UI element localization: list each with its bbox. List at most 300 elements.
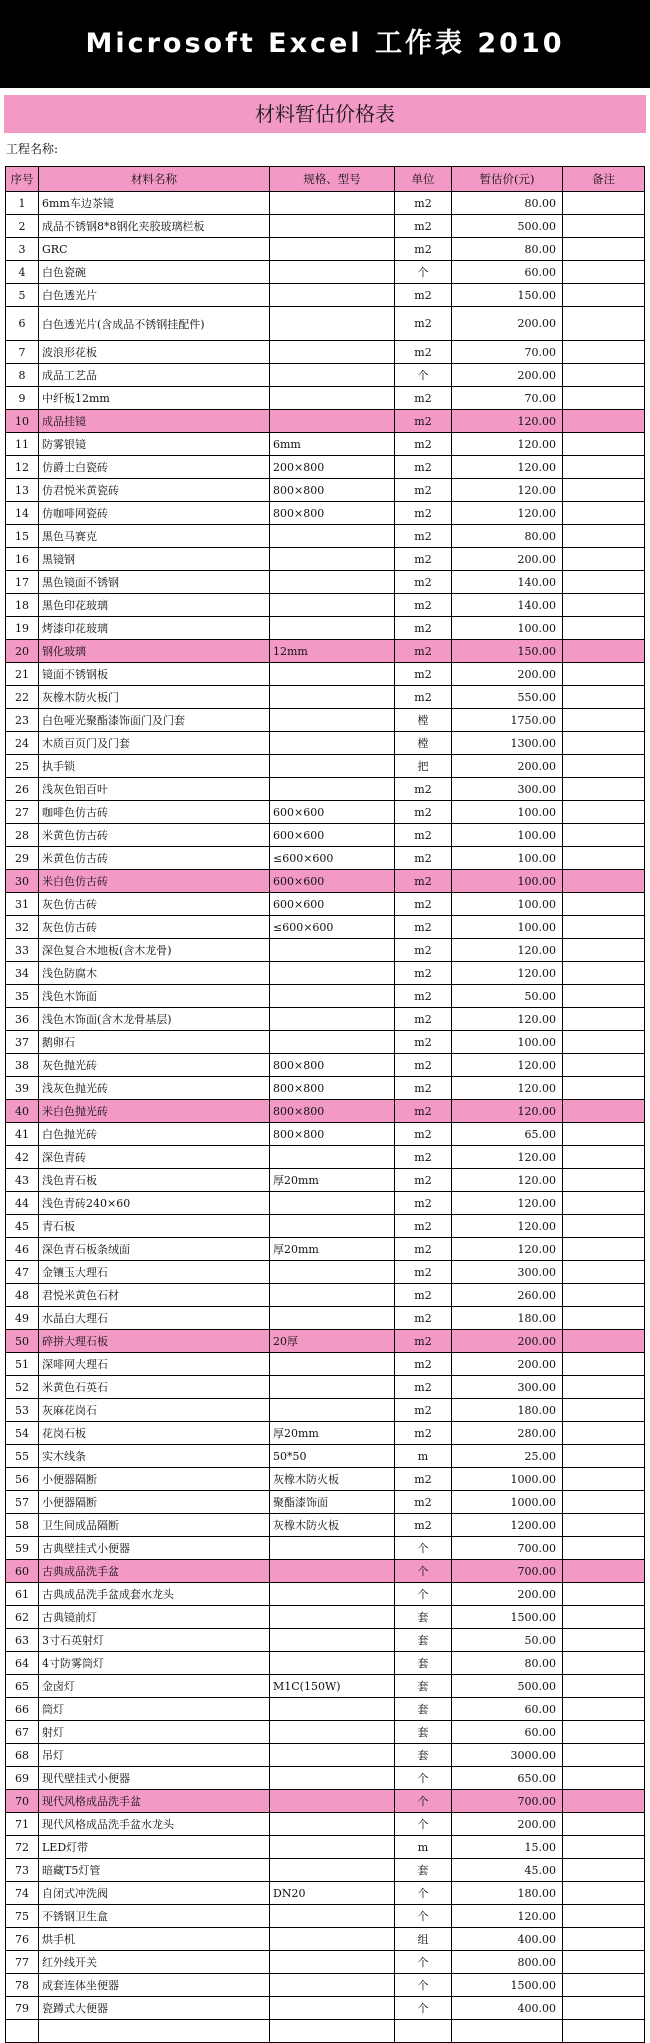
cell-price: 180.00 [452,1882,563,1905]
col-header-no: 序号 [6,167,39,192]
cell-no: 53 [6,1399,39,1422]
table-row[interactable] [6,364,645,387]
cell-name: 浅色青砖240×60 [39,1192,270,1215]
table-row-empty [6,2020,645,2043]
cell-name: 米黄色石英石 [39,1376,270,1399]
table-row[interactable] [6,1974,645,1997]
cell-unit: m2 [395,1031,452,1054]
table-row[interactable] [6,1468,645,1491]
cell-unit: m2 [395,1169,452,1192]
table-row[interactable] [6,1169,645,1192]
cell-unit: 套 [395,1606,452,1629]
table-row[interactable] [6,962,645,985]
cell-unit: m2 [395,1284,452,1307]
banner-title: Microsoft Excel 工作表 2010 [0,0,650,88]
cell-spec [270,284,395,307]
table-row[interactable] [6,801,645,824]
cell-spec [270,1997,395,2020]
table-row[interactable] [6,1445,645,1468]
cell-remark [563,1031,645,1054]
cell-no: 62 [6,1606,39,1629]
cell-unit: 把 [395,755,452,778]
cell-name: 古典壁挂式小便器 [39,1537,270,1560]
cell-remark [563,1583,645,1606]
cell-spec [270,364,395,387]
table-row[interactable] [6,1859,645,1882]
cell-remark [563,1721,645,1744]
cell-remark [563,1767,645,1790]
cell-remark [563,985,645,1008]
table-row[interactable] [6,1491,645,1514]
cell-spec [270,663,395,686]
cell-name: 卫生间成品隔断 [39,1514,270,1537]
cell-unit: m2 [395,1353,452,1376]
table-row[interactable] [6,1284,645,1307]
cell-name: 深色青石板条绒面 [39,1238,270,1261]
table-row[interactable] [6,1077,645,1100]
cell-spec: 厚20mm [270,1422,395,1445]
cell-no: 44 [6,1192,39,1215]
table-row[interactable] [6,1123,645,1146]
cell-spec: 600×600 [270,801,395,824]
table-row[interactable] [6,1537,645,1560]
table-row[interactable] [6,1790,645,1813]
cell-spec [270,1537,395,1560]
table-row[interactable] [6,1698,645,1721]
cell-remark [563,261,645,284]
cell-name: 射灯 [39,1721,270,1744]
col-header-price: 暂估价(元) [452,167,563,192]
cell-remark [563,525,645,548]
cell-no: 72 [6,1836,39,1859]
cell-no: 67 [6,1721,39,1744]
cell-unit: m2 [395,778,452,801]
cell-unit: 个 [395,1951,452,1974]
cell-price: 120.00 [452,410,563,433]
cell-no: 7 [6,341,39,364]
cell-no: 74 [6,1882,39,1905]
cell-unit: 个 [395,261,452,284]
cell-remark [563,824,645,847]
table-row[interactable] [6,548,645,571]
cell-name: 米白色抛光砖 [39,1100,270,1123]
cell-spec [270,1928,395,1951]
cell-remark [563,778,645,801]
cell-remark [563,962,645,985]
table-row[interactable] [6,1054,645,1077]
cell-name: 仿爵士白瓷砖 [39,456,270,479]
cell-price: 400.00 [452,1997,563,2020]
cell-remark [563,1537,645,1560]
cell-spec: 600×600 [270,893,395,916]
cell-name: 不锈钢卫生盒 [39,1905,270,1928]
cell-price: 1000.00 [452,1491,563,1514]
cell-spec [270,732,395,755]
cell-unit: 樘 [395,709,452,732]
cell-remark [563,1974,645,1997]
table-row[interactable] [6,1192,645,1215]
cell-unit: 套 [395,1698,452,1721]
cell-spec: 6mm [270,433,395,456]
cell-no: 12 [6,456,39,479]
cell-no: 52 [6,1376,39,1399]
cell-no: 22 [6,686,39,709]
cell-name: 暗藏T5灯管 [39,1859,270,1882]
cell-unit: m2 [395,548,452,571]
table-row[interactable] [6,1652,645,1675]
cell-unit: m2 [395,686,452,709]
cell-unit: 个 [395,1560,452,1583]
table-row[interactable] [6,1928,645,1951]
cell-name: 花岗石板 [39,1422,270,1445]
cell-name: 小便器隔断 [39,1491,270,1514]
cell-unit: m2 [395,433,452,456]
cell-unit: m2 [395,893,452,916]
cell-price: 550.00 [452,686,563,709]
cell-unit: 个 [395,1583,452,1606]
table-row[interactable] [6,709,645,732]
table-row[interactable] [6,939,645,962]
cell-price: 80.00 [452,238,563,261]
cell-price: 120.00 [452,1238,563,1261]
cell-name: 浅灰色抛光砖 [39,1077,270,1100]
cell-no: 68 [6,1744,39,1767]
cell-spec [270,1261,395,1284]
table-row[interactable] [6,479,645,502]
cell-remark [563,1330,645,1353]
cell-remark [563,594,645,617]
cell-spec [270,1215,395,1238]
cell-name: 灰色仿古砖 [39,916,270,939]
cell-no: 71 [6,1813,39,1836]
table-row[interactable] [6,307,645,341]
cell-price: 800.00 [452,1951,563,1974]
cell-no: 6 [6,307,39,341]
cell-price: 50.00 [452,985,563,1008]
table-row[interactable] [6,1330,645,1353]
table-row[interactable] [6,640,645,663]
table-row[interactable] [6,215,645,238]
cell-price: 1300.00 [452,732,563,755]
table-row[interactable] [6,1422,645,1445]
table-row[interactable] [6,341,645,364]
cell-name: 仿君悦米黄瓷砖 [39,479,270,502]
cell-price: 100.00 [452,824,563,847]
cell-remark [563,1468,645,1491]
table-row[interactable] [6,1031,645,1054]
cell-remark [563,1215,645,1238]
table-row[interactable] [6,1146,645,1169]
cell-no: 37 [6,1031,39,1054]
cell-no: 50 [6,1330,39,1353]
cell-no: 61 [6,1583,39,1606]
table-row[interactable] [6,1100,645,1123]
table-row[interactable] [6,192,645,215]
cell-price: 100.00 [452,916,563,939]
cell-spec [270,1629,395,1652]
cell-price: 15.00 [452,1836,563,1859]
cell-spec: 800×800 [270,1123,395,1146]
col-header-name: 材料名称 [39,167,270,192]
cell-spec: 200×800 [270,456,395,479]
cell-remark [563,1008,645,1031]
table-row[interactable] [6,1629,645,1652]
cell-price: 150.00 [452,640,563,663]
table-row[interactable] [6,1514,645,1537]
cell-name: 深色复合木地板(含木龙骨) [39,939,270,962]
table-row[interactable] [6,916,645,939]
cell-unit: 个 [395,1997,452,2020]
cell-unit: m2 [395,1330,452,1353]
table-row[interactable] [6,617,645,640]
cell-spec [270,341,395,364]
cell-spec [270,1399,395,1422]
cell-remark [563,1100,645,1123]
cell-price: 180.00 [452,1307,563,1330]
cell-unit: m2 [395,1376,452,1399]
cell-name: 浅色防腐木 [39,962,270,985]
cell-unit: m2 [395,985,452,1008]
table-row[interactable] [6,1675,645,1698]
cell-price: 80.00 [452,1652,563,1675]
cell-remark [563,1491,645,1514]
cell-price: 120.00 [452,1008,563,1031]
cell-no: 35 [6,985,39,1008]
cell-price: 120.00 [452,1100,563,1123]
cell-spec [270,1744,395,1767]
cell-spec [270,778,395,801]
table-row[interactable] [6,824,645,847]
cell-spec [270,1031,395,1054]
table-row[interactable] [6,1560,645,1583]
cell-remark [563,916,645,939]
cell-name: 浅色青石板 [39,1169,270,1192]
cell-spec [270,1606,395,1629]
cell-no: 39 [6,1077,39,1100]
cell-unit: m2 [395,1008,452,1031]
table-row[interactable] [6,847,645,870]
table-row[interactable] [6,594,645,617]
table-row[interactable] [6,525,645,548]
cell-unit: m [395,1445,452,1468]
table-row[interactable] [6,456,645,479]
cell-spec [270,525,395,548]
cell-name: 自闭式冲洗阀 [39,1882,270,1905]
cell-no: 65 [6,1675,39,1698]
cell-spec: 厚20mm [270,1169,395,1192]
table-row[interactable] [6,1376,645,1399]
table-row[interactable] [6,686,645,709]
cell-no: 54 [6,1422,39,1445]
table-row[interactable] [6,778,645,801]
cell-no: 25 [6,755,39,778]
cell-unit: m2 [395,307,452,341]
cell-spec [270,1008,395,1031]
cell-unit: m2 [395,479,452,502]
cell-spec: 800×800 [270,1100,395,1123]
table-row[interactable] [6,1238,645,1261]
cell-spec [270,192,395,215]
cell-unit: m2 [395,410,452,433]
cell-unit: m2 [395,1238,452,1261]
cell-unit: 个 [395,364,452,387]
table-row[interactable] [6,1583,645,1606]
table-row[interactable] [6,755,645,778]
cell-unit: 组 [395,1928,452,1951]
cell-remark [563,1928,645,1951]
table-row[interactable] [6,1767,645,1790]
cell-remark [563,1744,645,1767]
cell-price: 500.00 [452,1675,563,1698]
cell-spec [270,594,395,617]
cell-no: 36 [6,1008,39,1031]
table-row[interactable] [6,1215,645,1238]
table-row[interactable] [6,1606,645,1629]
cell-remark [563,238,645,261]
cell-no: 42 [6,1146,39,1169]
cell-unit: m2 [395,284,452,307]
cell-name: 碎拼大理石板 [39,1330,270,1353]
cell-no: 3 [6,238,39,261]
table-row[interactable] [6,732,645,755]
cell-unit: m [395,1836,452,1859]
cell-name: 白色抛光砖 [39,1123,270,1146]
cell-remark [563,456,645,479]
table-row[interactable] [6,1882,645,1905]
cell-remark [563,1123,645,1146]
table-row[interactable] [6,502,645,525]
cell-price: 400.00 [452,1928,563,1951]
cell-name: 浅灰色铝百叶 [39,778,270,801]
cell-price: 140.00 [452,571,563,594]
cell-price: 120.00 [452,433,563,456]
cell-price: 120.00 [452,962,563,985]
table-row[interactable] [6,1399,645,1422]
cell-price: 100.00 [452,847,563,870]
table-row[interactable] [6,1744,645,1767]
cell-no: 20 [6,640,39,663]
cell-remark [563,1445,645,1468]
cell-no: 47 [6,1261,39,1284]
table-row[interactable] [6,1353,645,1376]
cell-unit: 套 [395,1652,452,1675]
cell-unit: 个 [395,1537,452,1560]
cell-no: 13 [6,479,39,502]
cell-remark [563,1146,645,1169]
cell-spec: ≤600×600 [270,847,395,870]
cell-price: 200.00 [452,1330,563,1353]
cell-empty [563,2020,645,2043]
table-row[interactable] [6,1721,645,1744]
cell-unit: m2 [395,1468,452,1491]
cell-no: 26 [6,778,39,801]
table-row[interactable] [6,1307,645,1330]
cell-price: 200.00 [452,307,563,341]
cell-spec: 50*50 [270,1445,395,1468]
cell-name: 3寸石英射灯 [39,1629,270,1652]
cell-unit: 套 [395,1859,452,1882]
cell-name: 波浪形花板 [39,341,270,364]
cell-price: 200.00 [452,1353,563,1376]
cell-price: 50.00 [452,1629,563,1652]
cell-spec: 厚20mm [270,1238,395,1261]
cell-remark [563,1629,645,1652]
col-header-spec: 规格、型号 [270,167,395,192]
table-row[interactable] [6,261,645,284]
table-row[interactable] [6,571,645,594]
cell-unit: m2 [395,502,452,525]
table-row[interactable] [6,870,645,893]
cell-name: 古典镜前灯 [39,1606,270,1629]
table-row[interactable] [6,1905,645,1928]
cell-name: 黑色马赛克 [39,525,270,548]
table-row[interactable] [6,387,645,410]
cell-price: 100.00 [452,870,563,893]
table-row[interactable] [6,238,645,261]
cell-name: 成品挂镜 [39,410,270,433]
table-row[interactable] [6,433,645,456]
cell-price: 100.00 [452,617,563,640]
cell-no: 57 [6,1491,39,1514]
cell-remark [563,502,645,525]
table-row[interactable] [6,1997,645,2020]
cell-unit: m2 [395,1399,452,1422]
cell-unit: m2 [395,663,452,686]
cell-spec [270,1583,395,1606]
cell-no: 41 [6,1123,39,1146]
cell-remark [563,1192,645,1215]
cell-no: 55 [6,1445,39,1468]
cell-remark [563,192,645,215]
cell-no: 23 [6,709,39,732]
cell-spec [270,215,395,238]
cell-name: 古典成品洗手盆 [39,1560,270,1583]
cell-no: 69 [6,1767,39,1790]
table-row[interactable] [6,1836,645,1859]
cell-price: 60.00 [452,1698,563,1721]
cell-unit: m2 [395,525,452,548]
cell-remark [563,284,645,307]
table-row[interactable] [6,1008,645,1031]
table-row[interactable] [6,284,645,307]
cell-no: 16 [6,548,39,571]
cell-no: 66 [6,1698,39,1721]
cell-name: 黑镜钢 [39,548,270,571]
table-row[interactable] [6,1261,645,1284]
table-row[interactable] [6,663,645,686]
cell-price: 260.00 [452,1284,563,1307]
cell-remark [563,341,645,364]
cell-unit: m2 [395,192,452,215]
cell-spec [270,1192,395,1215]
cell-spec [270,1698,395,1721]
cell-spec: 800×800 [270,502,395,525]
cell-spec [270,1560,395,1583]
cell-remark [563,571,645,594]
cell-spec [270,1376,395,1399]
table-row[interactable] [6,1951,645,1974]
cell-no: 63 [6,1629,39,1652]
table-row[interactable] [6,893,645,916]
cell-remark [563,755,645,778]
table-row[interactable] [6,410,645,433]
table-row[interactable] [6,1813,645,1836]
cell-spec [270,1721,395,1744]
cell-unit: m2 [395,916,452,939]
cell-unit: 套 [395,1744,452,1767]
table-row[interactable] [6,985,645,1008]
cell-unit: 个 [395,1813,452,1836]
